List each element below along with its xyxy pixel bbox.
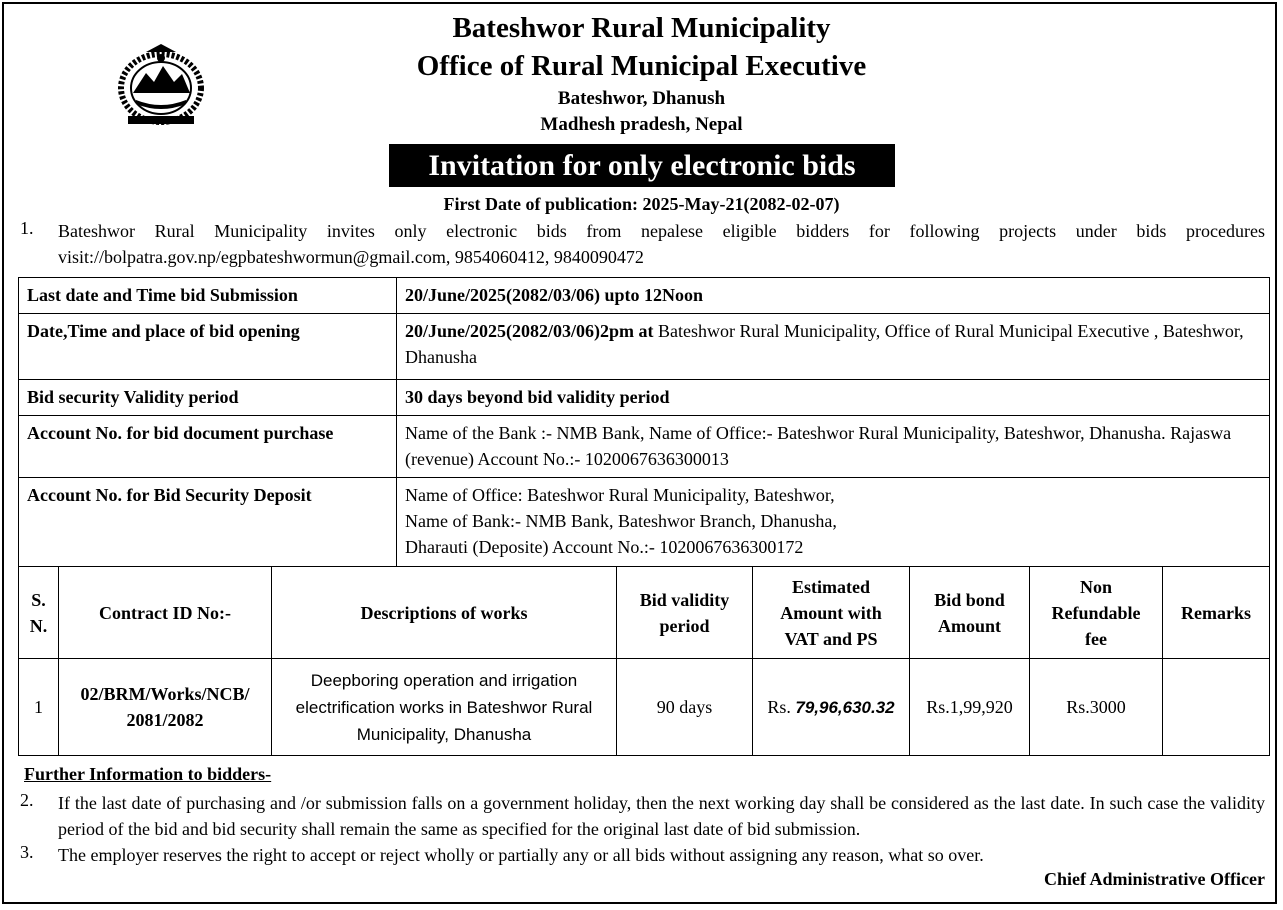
table-row (19, 380, 1270, 416)
info-value-bold: 20/June/2025(2082/03/06)2pm at (405, 321, 654, 341)
info-label: Account No. for Bid Security Deposit (19, 478, 397, 567)
cell-estimated-amount (753, 659, 910, 756)
header-remarks: Remarks (1163, 567, 1270, 659)
table-row (19, 416, 1270, 478)
info-value: Name of the Bank :- NMB Bank, Name of Office:- Bateshwor Rural Municipality, Bateshwor, Dhanusha. Rajaswa (revenue) Account No.:- 1020067636300013 (397, 416, 1270, 478)
cell-sn: 1 (19, 659, 59, 756)
item-number: 2. (20, 790, 34, 810)
address-line-1: Bateshwor, Dhanush (557, 88, 726, 109)
cell-line: electrification works in Bateshwor Rural (295, 697, 593, 717)
info-value-text: Bateshwor Rural Municipality, Office of Rural Municipal Executive , Bateshwor, Dhanusha (405, 321, 1244, 367)
header-line: period (659, 615, 710, 636)
header-sn-line: N. (29, 615, 48, 636)
header-line: Amount (937, 615, 1001, 636)
header-line: Refundable (1051, 602, 1141, 623)
header-non-refundable-fee (1030, 567, 1163, 659)
publication-date: First Date of publication: 2025-May-21(2082-02-07) (443, 194, 840, 214)
header-line: Estimated (792, 576, 870, 597)
bid-info-table (18, 277, 1270, 567)
info-value-line: Dharauti (Deposite) Account No.:- 1020067636300172 (405, 537, 804, 557)
info-value-line: Name of Office: Bateshwor Rural Municipality, Bateshwor, (405, 485, 835, 505)
info-label: Bid security Validity period (19, 380, 397, 416)
table-header-row (19, 567, 1270, 659)
info-value-line: Name of Bank:- NMB Bank, Bateshwor Branch, Dhanusha, (405, 511, 837, 531)
cell-description (272, 659, 617, 756)
cell-fee: Rs.3000 (1030, 659, 1163, 756)
amount-value: 79,96,630.32 (795, 697, 895, 717)
header-contract-id: Contract ID No:- (59, 567, 272, 659)
info-value-bold: 30 days beyond bid validity period (405, 387, 670, 407)
info-value (397, 380, 1270, 416)
notice-number: 1. (20, 218, 34, 238)
header-line: Amount with (780, 602, 882, 623)
header-sn (19, 567, 59, 659)
cell-remarks (1163, 659, 1270, 756)
notice-text-line-1: Bateshwor Rural Municipality invites only electronic bids from nepalese eligible bidders for following projects under bids procedures (58, 221, 1265, 241)
info-value (397, 314, 1270, 380)
cell-line: Deepboring operation and irrigation (310, 670, 578, 690)
header-estimated-amount (753, 567, 910, 659)
cell-line: 2081/2082 (126, 710, 204, 730)
info-value (397, 278, 1270, 314)
address-line-2: Madhesh pradesh, Nepal (540, 114, 743, 135)
item-number: 3. (20, 842, 34, 862)
notice-banner: Invitation for only electronic bids (389, 144, 895, 187)
header-description: Descriptions of works (272, 567, 617, 659)
cell-bid-bond: Rs.1,99,920 (910, 659, 1030, 756)
signature-title: Chief Administrative Officer (1044, 869, 1265, 889)
info-label: Last date and Time bid Submission (19, 278, 397, 314)
header-line: Bid validity (639, 589, 730, 610)
header-line: fee (1085, 628, 1107, 649)
header-sn-line: S. (31, 589, 46, 610)
info-value-bold: 20/June/2025(2082/03/06) upto 12Noon (405, 285, 704, 305)
cell-line: 02/BRM/Works/NCB/ (80, 684, 250, 704)
further-info-item: If the last date of purchasing and /or submission falls on a government holiday, then the next working day shall be considered as the last date. In such case the validity period of the bid and bid security shall remain the same as specified for the original last date of bid submission. (58, 793, 1265, 839)
info-value (397, 478, 1270, 567)
table-row (19, 659, 1270, 756)
further-info-heading: Further Information to bidders- (24, 764, 272, 784)
header-line: Non (1079, 576, 1112, 597)
cell-contract-id (59, 659, 272, 756)
header-line: VAT and PS (784, 628, 878, 649)
header-bid-validity (617, 567, 753, 659)
table-row (19, 478, 1270, 567)
cell-bid-validity: 90 days (617, 659, 753, 756)
cell-line: Municipality, Dhanusha (356, 724, 532, 744)
table-row (19, 278, 1270, 314)
info-label: Account No. for bid document purchase (19, 416, 397, 478)
info-label: Date,Time and place of bid opening (19, 314, 397, 380)
table-row (19, 314, 1270, 380)
further-info-item: The employer reserves the right to accept or reject wholly or partially any or all bids without assigning any reason, what so over. (58, 845, 984, 865)
amount-prefix: Rs. (767, 696, 796, 717)
office-name: Office of Rural Municipal Executive (416, 50, 867, 82)
municipality-name: Bateshwor Rural Municipality (452, 12, 831, 44)
header-bid-bond (910, 567, 1030, 659)
works-table (18, 566, 1270, 756)
header-line: Bid bond (934, 589, 1005, 610)
notice-text-line-2: visit://bolpatra.gov.np/egpbateshwormun@gmail.com, 9854060412, 9840090472 (58, 247, 644, 267)
